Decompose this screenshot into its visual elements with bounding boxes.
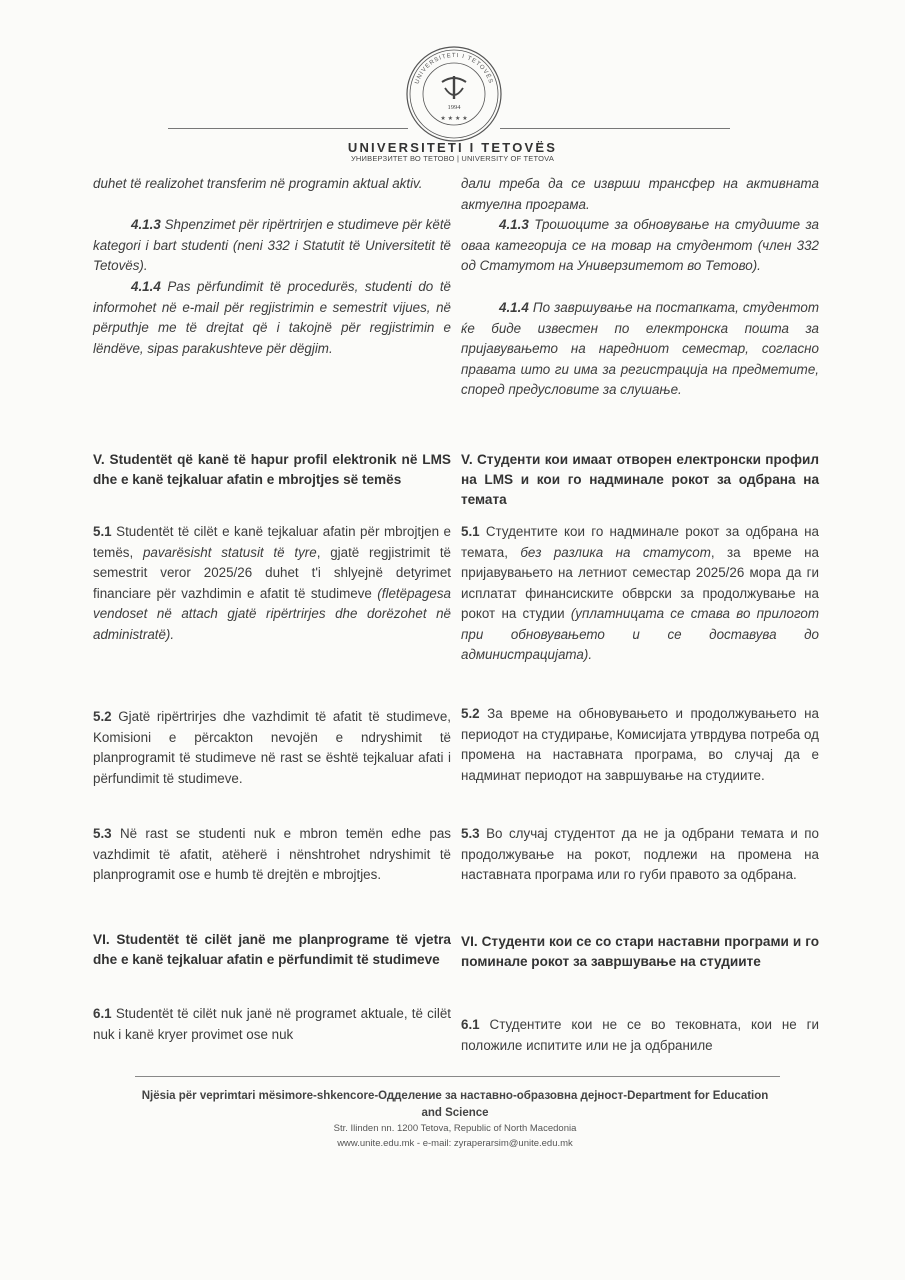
paragraph-text: Në rast se studenti nuk e mbron temën edhe pas vazhdimit të afatit, atëherë i nënshtrohet ndryshimit të planprogramit ose e humb të drejtën e mbrojtjes. [93,826,451,882]
paragraph-6-1 [461,1015,819,1056]
section-number: 4.1.4 [131,279,161,294]
section-number: 6.1 [461,1017,480,1032]
paragraph-text: Studentët të cilët nuk janë në programet aktuale, të cilët nuk i kanë kryer provimet ose nuk [93,1006,451,1042]
paragraph-4-1-4 [93,277,451,359]
section-number: 4.1.3 [131,217,161,232]
paragraph-4-1-4 [461,298,819,401]
paragraph-text: По завршување на постапката, студентот ќе биде известен по електронска пошта за пријавувањето на наредниот семестар, согласно правата што ги има за регистрација на предметите, според предусловите за слушање. [461,300,819,397]
paragraph-5-2 [93,707,451,789]
footer-rule [135,1076,780,1077]
paragraph-4-1-2-end: duhet të realizohet transferim në programin aktual aktiv. [93,176,423,191]
footer-address: Str. Ilinden nn. 1200 Tetova, Republic of North Macedonia [333,1123,577,1134]
section-number: 5.3 [461,826,480,841]
section-number: 5.1 [93,524,112,539]
section-number: 6.1 [93,1006,112,1021]
section-heading-vi: VI. Студенти кои се со стари наставни програми и го поминале рокот за завршување на студиите [461,934,819,969]
svg-text:1994: 1994 [447,104,461,111]
paragraph-text: Pas përfundimit të procedurës, studenti do të informohet në e-mail për regjistrimin e semestrit vijues, në përputhje me të drejtat që i takojnë për regjistrimin e lëndëve, sipas parakushteve për dëgjim. [93,279,451,356]
section-number: 5.1 [461,524,480,539]
university-name: UNIVERSITETI I TETOVËS [347,140,558,155]
paragraph-text: Gjatë ripërtrirjes dhe vazhdimit të afatit të studimeve, Komisioni e përcakton nevojën e ndryshimit të planprogramit të studimeve në rast se është tejkaluar afati i përfundimit të studimeve. [93,709,451,786]
section-number: 4.1.3 [499,217,529,232]
paragraph-text: За време на обновувањето и продолжувањето на периодот на студирање, Комисијата утврдува потреба од промена на наставната програма, во случај да е надминат периодот на завршување на студиите. [461,706,819,783]
section-number: 4.1.4 [499,300,529,315]
paragraph-text-italic: без разлика на статусот [520,544,711,560]
footer-department: Njësia për veprimtari mësimore-shkencore-Одделение за наставно-образовна дејност-Department for Education and Science [141,1090,769,1119]
header-rule-left [168,128,408,129]
paragraph-text: Во случај студентот да не ја одбрани темата и по продолжување на рокот, подлежи на промена на наставната програма или го губи правото за одбрана. [461,826,819,882]
university-seal-logo [404,44,504,144]
paragraph-text: , за време на пријавувањето на летниот семестар 2025/26 мора да ги исплатат финансиските обврски за продолжување на рокот на студии [461,544,819,621]
paragraph-text: Studentët të cilët e kanë tejkaluar afatin për mbrojtjen e temës, [93,524,451,560]
paragraph-5-3 [93,824,451,886]
section-number: 5.2 [93,709,112,724]
paragraph-text: Shpenzimet për ripërtrirjen e studimeve për këtë kategori i bart studenti (neni 332 i Statutit të Universitetit të Tetovës). [93,217,451,273]
paragraph-4-1-2-end: дали треба да се изврши трансфер на активната актуелна програма. [461,176,819,212]
section-number: 5.2 [461,706,480,721]
paragraph-text: Студентите кои не се во тековната, кои не ги положиле испитите или не ја одбраниле [461,1017,819,1053]
university-subtitle: УНИВЕРЗИТЕТ ВО ТЕТОВО | UNIVERSITY OF TETOVA [350,154,555,163]
paragraph-text: Студентите кои го надминале рокот за одбрана на темата, [461,524,819,560]
paragraph-6-1 [93,1004,451,1045]
paragraph-text-italic: (уплатницата се става во прилогот при обновувањето и се доставува до администрацијата). [461,606,819,662]
section-heading-vi: VI. Studentët të cilët janë me planprograme të vjetra dhe e kanë tejkaluar afatin e përfundimit të studimeve [93,932,451,967]
svg-text:UNIVERSITETI I TETOVËS: UNIVERSITETI I TETOVËS [414,52,494,85]
paragraph-5-2 [461,704,819,786]
svg-text:★ ★ ★ ★: ★ ★ ★ ★ [440,115,468,122]
paragraph-4-1-3 [461,215,819,277]
paragraph-5-1 [93,522,451,645]
paragraph-4-1-3 [93,215,451,277]
footer-contact: www.unite.edu.mk - e-mail: zyraperarsim@unite.edu.mk [337,1138,573,1149]
section-heading-v: V. Studentët që kanë të hapur profil elektronik në LMS dhe e kanë tejkaluar afatin e mbrojtjes së temës [93,452,451,487]
section-number: 5.3 [93,826,112,841]
paragraph-5-1 [461,522,819,666]
paragraph-5-3 [461,824,819,886]
paragraph-text-italic: pavarësisht statusit të tyre [142,544,317,560]
footer-contact-block [130,1121,780,1151]
paragraph-text-italic: (fletëpagesa vendoset në attach gjatë ripërtrirjes dhe dorëzohet në administratë). [93,585,451,642]
paragraph-text: Трошоците за обновување на студиите за оваа категорија се на товар на студентот (член 332 од Статутот на Универзитетот во Тетово). [461,217,819,273]
paragraph-text: , gjatë regjistrimit të semestrit veror 2025/26 duhet t'i shlyejnë detyrimet financiare për vazhdimin e afatit të studimeve [93,544,451,601]
section-heading-v: V. Студенти кои имаат отворен електронски профил на LMS и кои го надминале рокот за одбрана на темата [461,452,819,507]
header-rule-right [500,128,730,129]
